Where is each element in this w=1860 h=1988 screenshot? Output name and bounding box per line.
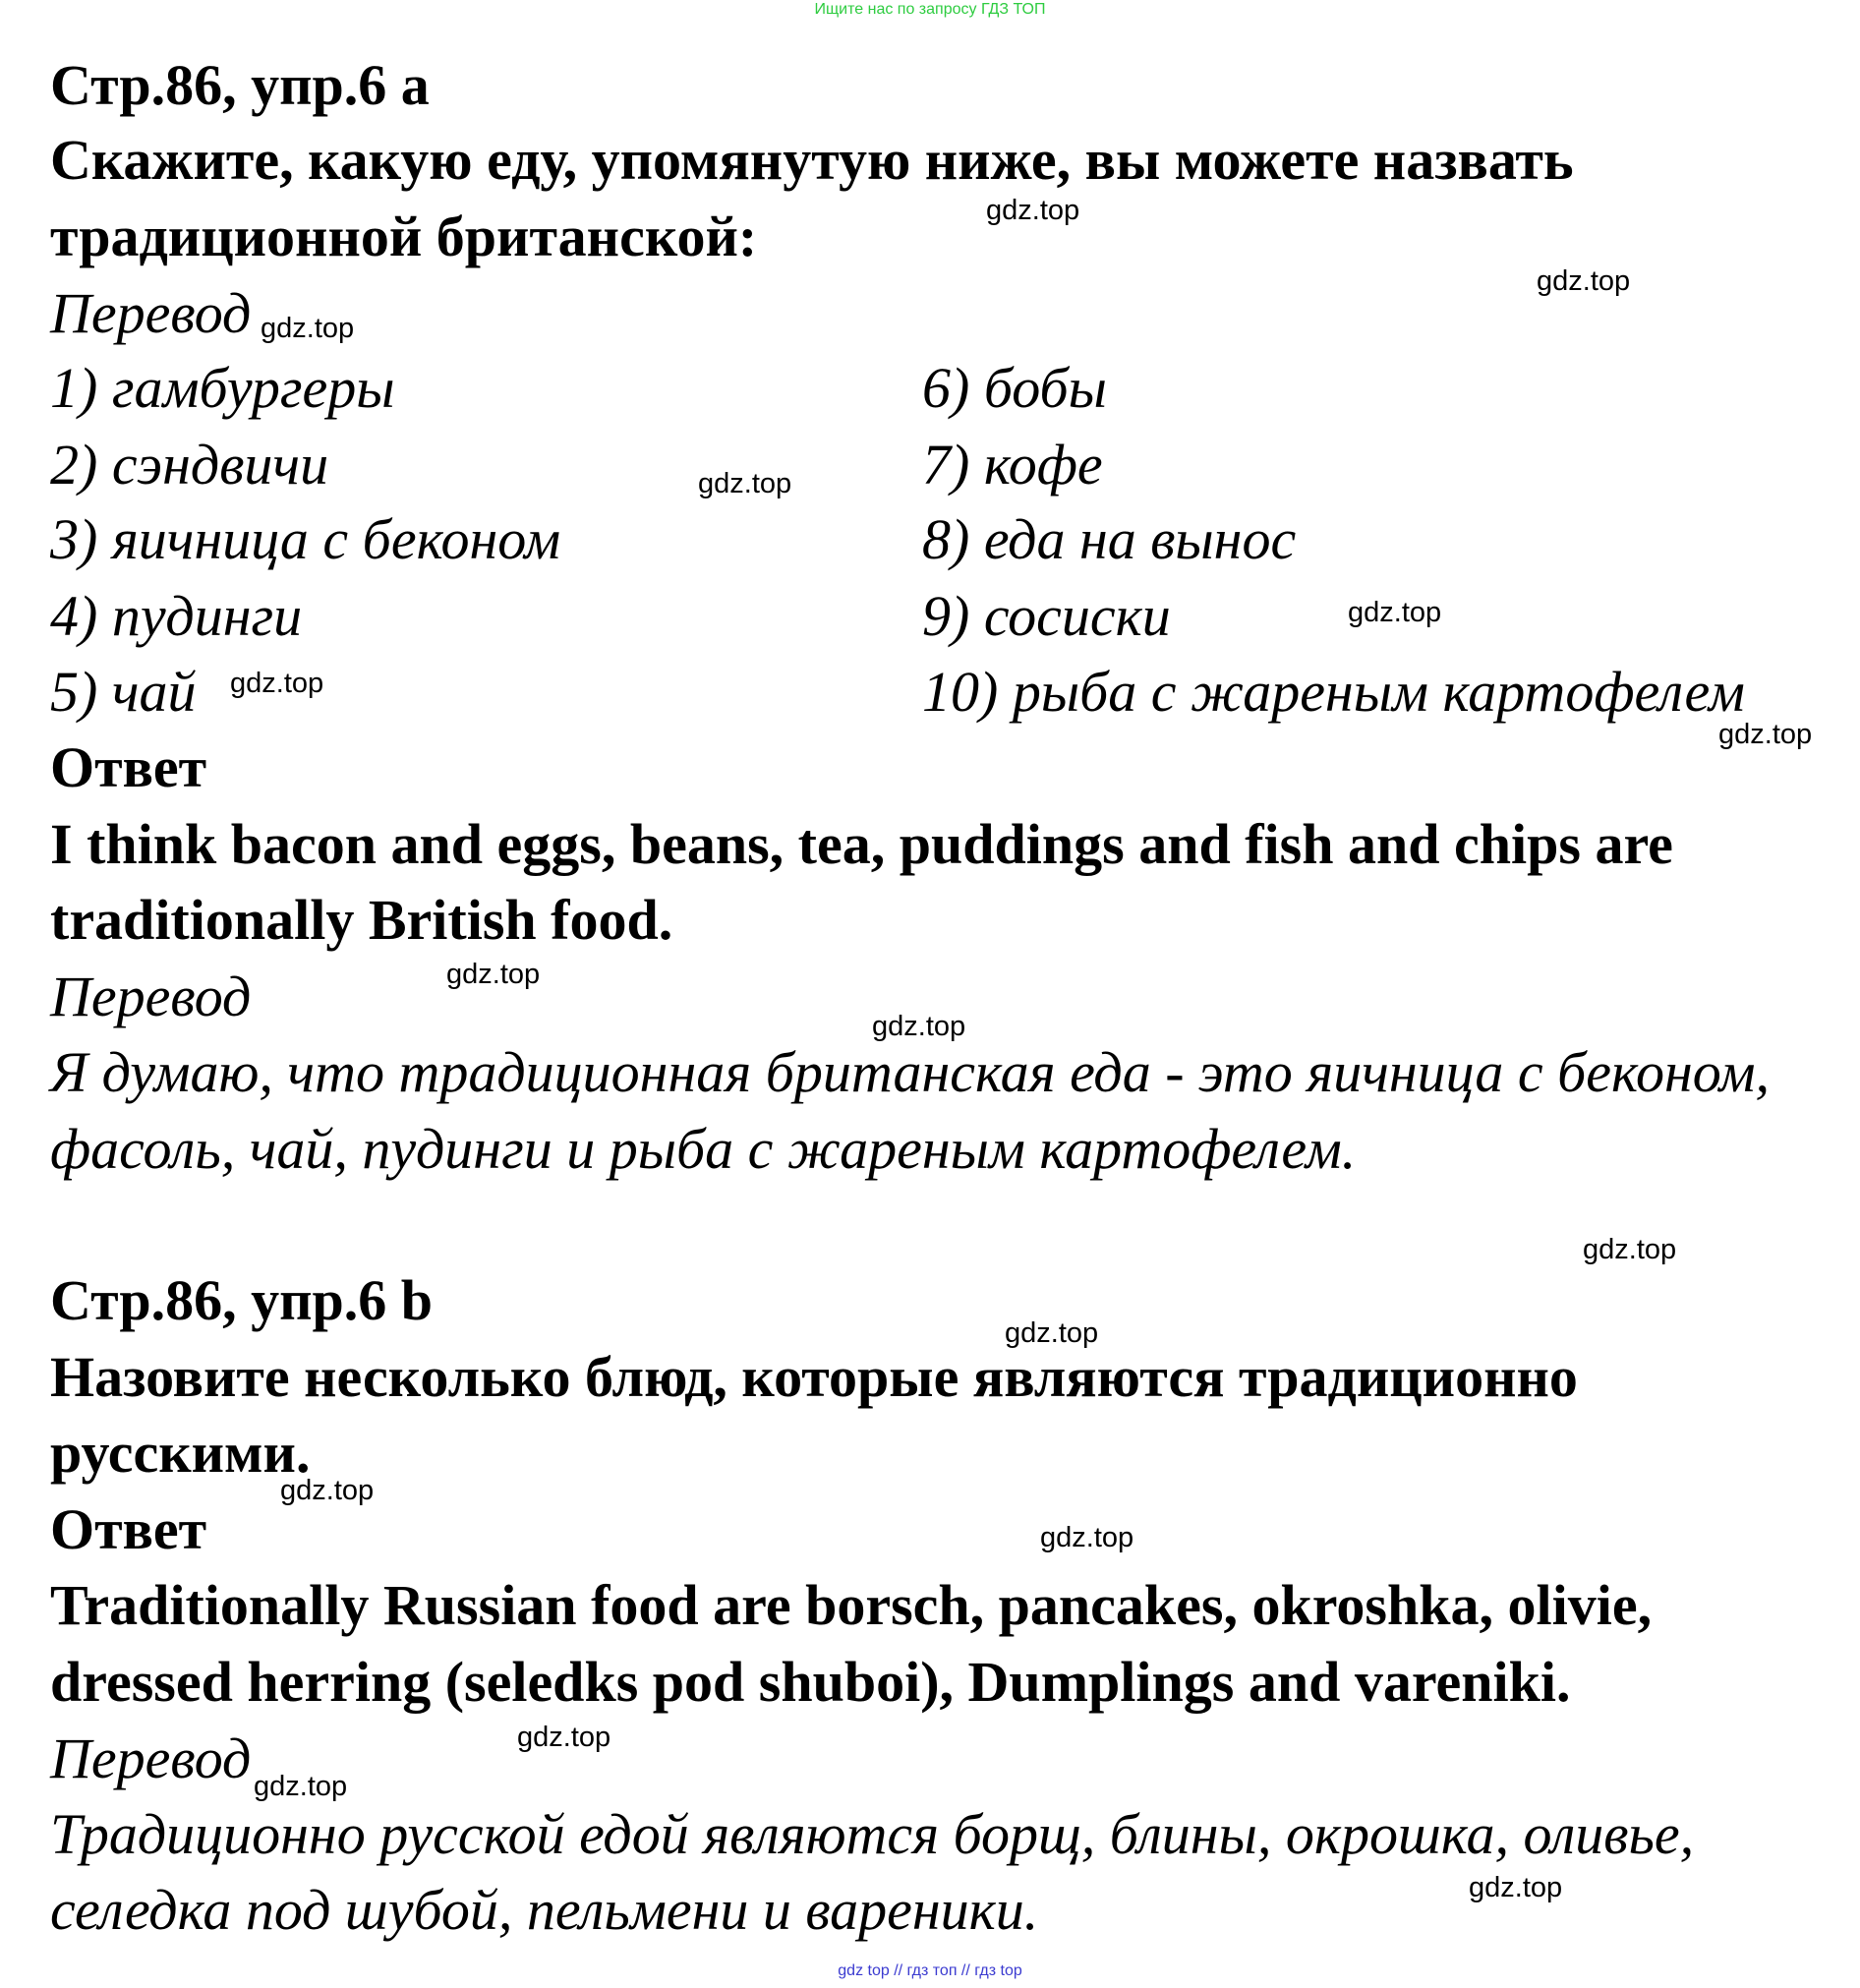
watermark: gdz.top xyxy=(1718,719,1813,750)
watermark: gdz.top xyxy=(280,1475,375,1506)
exercise-b-task-line-2: русскими. xyxy=(50,1421,311,1485)
list-item: 3) яичница с беконом xyxy=(50,507,561,571)
exercise-b-translation-line-1: Традиционно русской едой являются борщ, блины, окрошка, оливье, xyxy=(50,1802,1695,1866)
list-item: 7) кофе xyxy=(922,433,1103,497)
exercise-b-answer-line-2: dressed herring (seledks pod shuboi), Dumplings and vareniki. xyxy=(50,1650,1571,1714)
watermark: gdz.top xyxy=(872,1011,966,1042)
exercise-b-answer-line-1: Traditionally Russian food are borsch, pancakes, okroshka, olivie, xyxy=(50,1573,1653,1637)
exercise-b-task-line-1: Назовите несколько блюд, которые являются традиционно xyxy=(50,1345,1578,1409)
exercise-a-answer-label: Ответ xyxy=(50,735,207,799)
watermark: gdz.top xyxy=(254,1771,348,1802)
watermark: gdz.top xyxy=(698,468,792,499)
list-item: 6) бобы xyxy=(922,356,1107,420)
exercise-b-answer-label: Ответ xyxy=(50,1497,207,1561)
watermark: gdz.top xyxy=(1583,1234,1677,1265)
list-item: 4) пудинги xyxy=(50,584,303,648)
watermark: gdz.top xyxy=(1469,1872,1563,1903)
exercise-b-translation-label: Перевод xyxy=(50,1726,252,1790)
watermark: gdz.top xyxy=(517,1722,611,1753)
watermark: gdz.top xyxy=(446,959,541,990)
watermark: gdz.top xyxy=(230,668,324,699)
watermark: gdz.top xyxy=(261,313,355,344)
exercise-a-task-line-2: традиционной британской: xyxy=(50,205,758,268)
watermark: gdz.top xyxy=(1005,1317,1099,1349)
list-item: 8) еда на вынос xyxy=(922,507,1297,571)
footer-watermark: gdz top // гдз топ // гдз top xyxy=(838,1962,1022,1979)
exercise-a-task-line-1: Скажите, какую еду, упомянутую ниже, вы можете назвать xyxy=(50,128,1574,192)
watermark: gdz.top xyxy=(1537,265,1631,297)
list-item: 2) сэндвичи xyxy=(50,433,329,497)
watermark: gdz.top xyxy=(1040,1522,1134,1553)
exercise-a-translation-label: Перевод xyxy=(50,281,252,345)
list-item: 9) сосиски xyxy=(922,584,1171,648)
exercise-a-answer-translation-line-2: фасоль, чай, пудинги и рыба с жареным картофелем. xyxy=(50,1117,1357,1181)
watermark: gdz.top xyxy=(986,195,1080,226)
exercise-a-answer-translation-line-1: Я думаю, что традиционная британская еда - это яичница с беконом, xyxy=(50,1040,1771,1104)
watermark: gdz.top xyxy=(1348,597,1442,628)
exercise-a-answer-line-1: I think bacon and eggs, beans, tea, puddings and fish and chips are xyxy=(50,812,1673,876)
exercise-a-answer-translation-label: Перевод xyxy=(50,965,252,1028)
exercise-a-answer-line-2: traditionally British food. xyxy=(50,888,673,952)
list-item: 1) гамбургеры xyxy=(50,356,395,420)
search-hint-banner: Ищите нас по запросу ГДЗ ТОП xyxy=(814,1,1046,18)
exercise-b-title: Стр.86, упр.6 b xyxy=(50,1268,434,1332)
exercise-a-title: Стр.86, упр.6 a xyxy=(50,53,430,117)
list-item: 5) чай xyxy=(50,660,197,724)
exercise-b-translation-line-2: селедка под шубой, пельмени и вареники. xyxy=(50,1878,1039,1942)
list-item: 10) рыба с жареным картофелем xyxy=(922,660,1745,724)
